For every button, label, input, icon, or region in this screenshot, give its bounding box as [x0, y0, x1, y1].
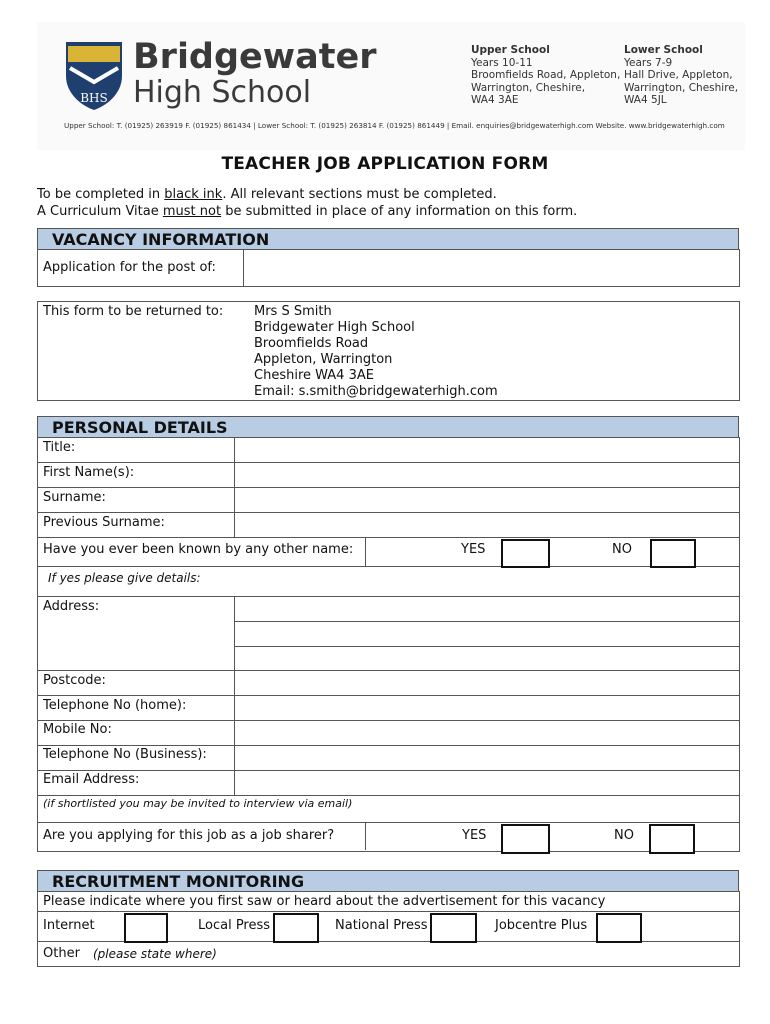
other-name-no-label: NO — [612, 542, 632, 557]
post-input[interactable] — [244, 250, 738, 285]
upper-line: Years 10-11 — [471, 56, 533, 69]
lower-line: Years 7-9 — [624, 56, 673, 69]
other-name-yes-label: YES — [461, 542, 486, 557]
job-share-no-label: NO — [614, 828, 634, 843]
vacancy-heading: VACANCY INFORMATION — [52, 230, 270, 249]
return-address — [254, 304, 498, 400]
postcode-input[interactable] — [235, 671, 738, 695]
school-crest-icon — [62, 38, 126, 112]
intro-emphasis: must not — [162, 204, 222, 219]
lower-school-heading: Lower School — [624, 44, 703, 56]
return-label: This form to be returned to: — [43, 304, 224, 319]
national-press-checkbox[interactable] — [430, 913, 477, 943]
school-name-sub: High School — [133, 75, 312, 110]
return-email: Email: s.smith@bridgewaterhigh.com — [254, 384, 498, 399]
other-label: Other — [43, 946, 80, 961]
address-label: Address: — [43, 599, 100, 614]
job-share-label: Are you applying for this job as a job sharer? — [43, 828, 335, 843]
tel-business-label: Telephone No (Business): — [43, 747, 207, 762]
other-name-yes-checkbox[interactable] — [501, 539, 550, 568]
intro-text: To be completed in — [37, 187, 165, 202]
tel-home-input[interactable] — [235, 696, 738, 720]
lower-school-address — [624, 44, 738, 107]
title-label: Title: — [43, 440, 76, 455]
upper-school-heading: Upper School — [471, 44, 550, 56]
return-line: Cheshire WA4 3AE — [254, 368, 374, 383]
personal-heading: PERSONAL DETAILS — [52, 418, 228, 437]
email-label: Email Address: — [43, 772, 140, 787]
mobile-input[interactable] — [235, 721, 738, 745]
mobile-label: Mobile No: — [43, 722, 112, 737]
intro-emphasis: black ink — [164, 187, 223, 202]
intro-line-2 — [37, 204, 577, 219]
title-input[interactable] — [235, 438, 738, 462]
other-name-details-note: If yes please give details: — [48, 571, 201, 585]
return-line: Mrs S Smith — [254, 304, 332, 319]
school-name: Bridgewater — [133, 37, 377, 77]
postcode-label: Postcode: — [43, 673, 106, 688]
surname-input[interactable] — [235, 488, 738, 512]
personal-section-header — [37, 416, 739, 438]
recruitment-prompt: Please indicate where you first saw or heard about the advertisement for this vacancy — [43, 894, 606, 909]
intro-text: A Curriculum Vitae — [37, 204, 163, 219]
upper-school-address — [471, 44, 620, 107]
post-label: Application for the post of: — [43, 260, 216, 275]
other-source-input[interactable] — [220, 943, 738, 964]
intro-line-1 — [37, 187, 497, 202]
job-share-yes-checkbox[interactable] — [501, 824, 550, 854]
form-title: TEACHER JOB APPLICATION FORM — [221, 154, 549, 174]
local-press-checkbox[interactable] — [273, 913, 319, 943]
tel-home-label: Telephone No (home): — [43, 698, 187, 713]
job-share-no-checkbox[interactable] — [649, 824, 695, 854]
jobcentre-checkbox[interactable] — [596, 913, 642, 943]
local-press-label: Local Press — [198, 918, 271, 933]
upper-line: Broomfields Road, Appleton, — [471, 69, 621, 81]
email-input[interactable] — [235, 771, 738, 795]
lower-line: Warrington, Cheshire, — [624, 81, 739, 94]
recruitment-section-header — [37, 870, 739, 892]
previous-surname-input[interactable] — [235, 513, 738, 537]
other-name-no-checkbox[interactable] — [650, 539, 696, 568]
intro-text: . All relevant sections must be completed. — [222, 187, 497, 202]
upper-line: Warrington, Cheshire, — [471, 81, 586, 94]
intro-text: be submitted in place of any information on this form. — [221, 204, 578, 219]
jobcentre-label: Jobcentre Plus — [495, 918, 588, 933]
contact-line: Upper School: T. (01925) 263919 F. (01925) 861434 | Lower School: T. (01925) 263814 F. (01925) 861449 | Email. enquiries@bridgewaterhigh.com Website. www.bridgewaterhigh.com — [64, 121, 725, 130]
other-name-label: Have you ever been known by any other name: — [43, 542, 354, 557]
tel-business-input[interactable] — [235, 746, 738, 770]
lower-line: Hall Drive, Appleton, — [624, 69, 733, 81]
internet-label: Internet — [43, 918, 95, 933]
return-line: Bridgewater High School — [254, 320, 415, 335]
crest-letters: BHS — [80, 91, 108, 105]
return-line: Broomfields Road — [254, 336, 369, 351]
first-name-label: First Name(s): — [43, 465, 135, 480]
address-input[interactable] — [235, 597, 738, 670]
job-share-yes-label: YES — [462, 828, 487, 843]
recruitment-heading: RECRUITMENT MONITORING — [52, 872, 305, 891]
surname-label: Surname: — [43, 490, 106, 505]
national-press-label: National Press — [335, 918, 428, 933]
lower-line: WA4 5JL — [624, 94, 667, 106]
other-note: (please state where) — [93, 947, 217, 961]
shortlist-note: (if shortlisted you may be invited to interview via email) — [43, 797, 353, 810]
return-line: Appleton, Warrington — [254, 352, 393, 367]
previous-surname-label: Previous Surname: — [43, 515, 165, 530]
upper-line: WA4 3AE — [471, 94, 519, 106]
first-name-input[interactable] — [235, 463, 738, 487]
vacancy-section-header — [37, 228, 739, 250]
internet-checkbox[interactable] — [124, 913, 168, 943]
